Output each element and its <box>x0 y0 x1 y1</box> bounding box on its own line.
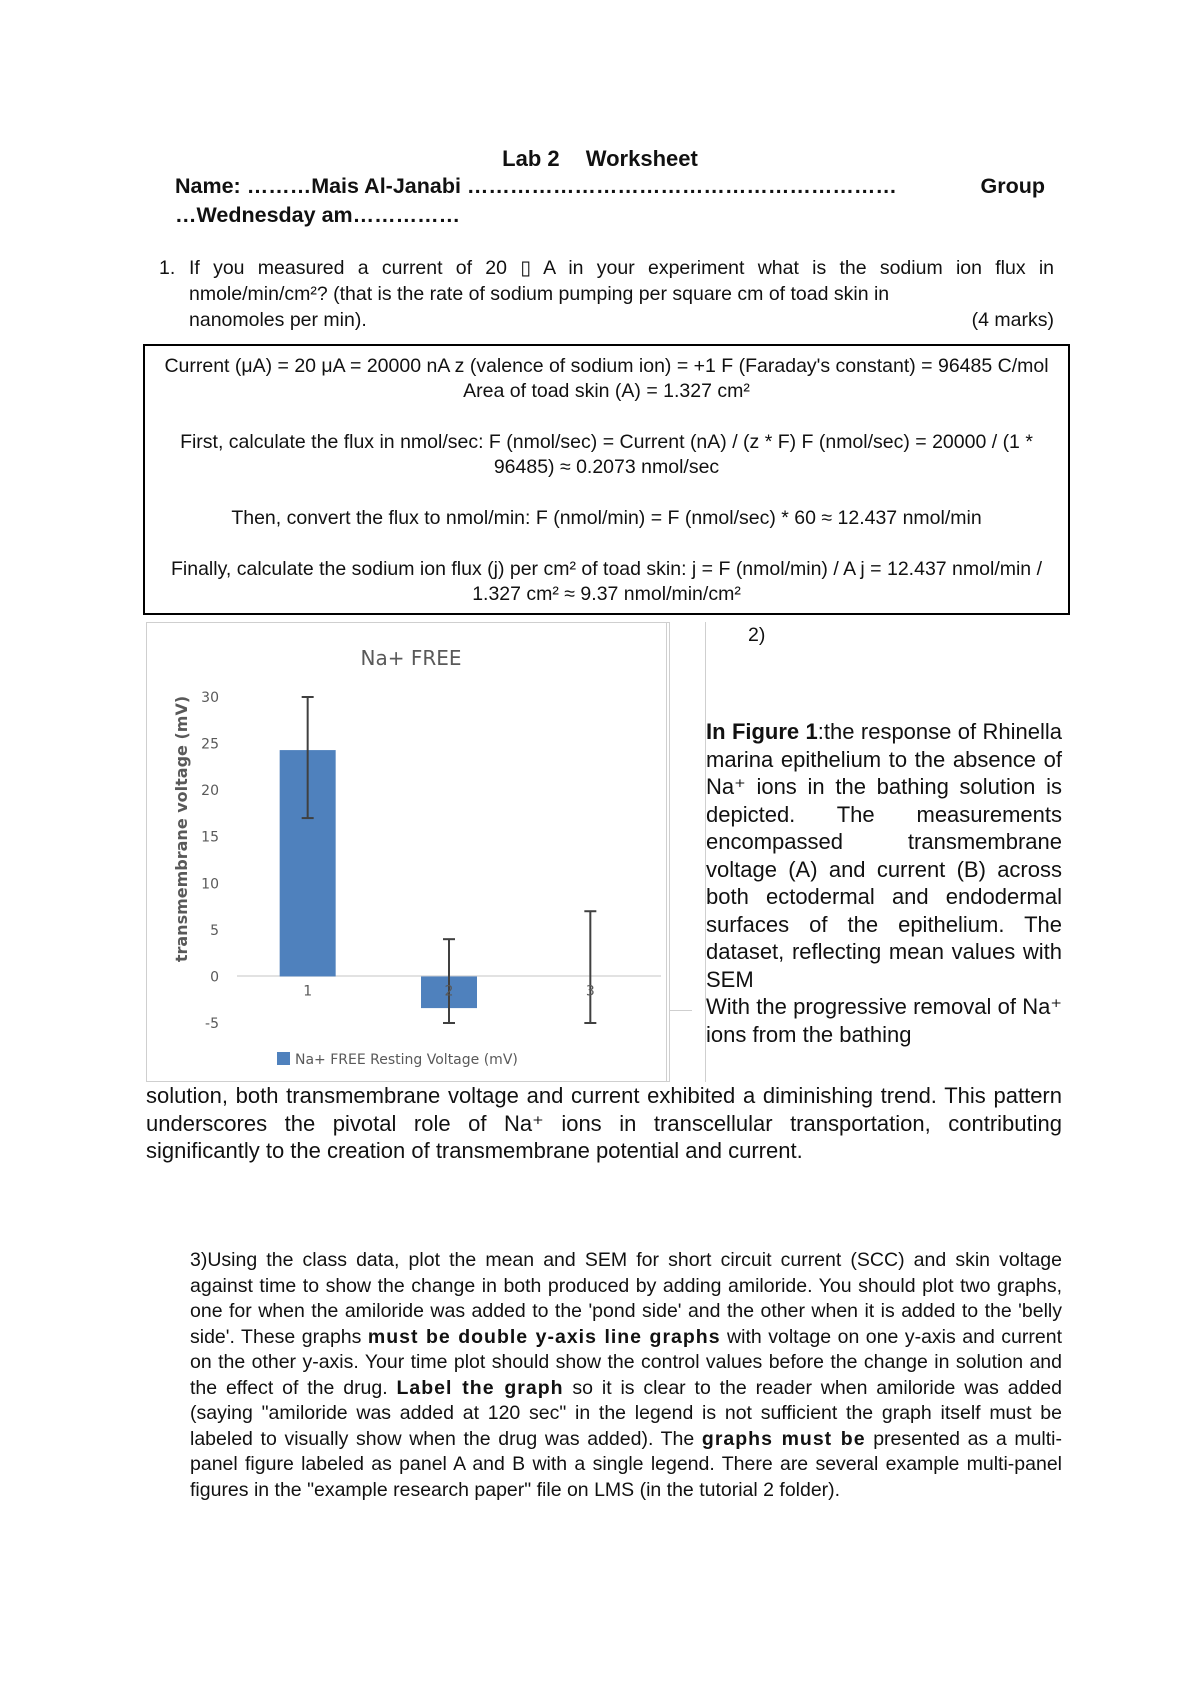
y-tick-label: 5 <box>210 922 219 939</box>
q3-text-4: presented as a multi-panel figure labeled as panel A and B with a single legend. There are several example multi-panel figures in the "example research paper" file on LMS (in the tutorial 2 folder). <box>190 1427 1062 1501</box>
y-tick-label: 30 <box>201 690 219 706</box>
name-line <box>175 174 1045 199</box>
answer-line-4: Finally, calculate the sodium ion flux (j) per cm² of toad skin: j = F (nmol/min) / A j = 12.437 nmol/min / 1.327 cm² ≈ 9.37 nmol/min/cm² <box>171 558 1042 605</box>
lab-label: Lab 2 <box>502 146 560 171</box>
y-tick-label: 20 <box>201 783 219 800</box>
legend-label: Na+ FREE Resting Voltage (mV) <box>295 1052 518 1068</box>
paragraph-2-continued: solution, both transmembrane voltage and current exhibited a diminishing trend. This pattern underscores the pivotal role of Na⁺ ions in transcellular transportation, contributing significantly to the creation of transmembrane potential and current. <box>146 1083 1062 1163</box>
group-label: Group <box>980 174 1045 198</box>
worksheet-label: Worksheet <box>585 146 698 171</box>
x-tick-label: 2 <box>444 983 454 1000</box>
y-tick-label: -5 <box>205 1016 219 1032</box>
answer-line-2: First, calculate the flux in nmol/sec: F (nmol/sec) = Current (nA) / (z * F) F (nmol/sec) = 20000 / (1 * 96485) ≈ 0.2073 nmol/sec <box>180 431 1033 478</box>
answer-line-3: Then, convert the flux to nmol/min: F (nmol/min) = F (nmol/sec) * 60 ≈ 12.437 nmol/min <box>231 507 982 529</box>
bar-chart <box>147 623 669 1081</box>
y-axis-label: transmembrane voltage (mV) <box>172 695 191 963</box>
question-1-text-end: nanomoles per min). <box>189 309 367 331</box>
chart-title: Na+ FREE <box>360 646 462 670</box>
figure-description <box>706 718 1062 1048</box>
question-3 <box>190 1248 1062 1503</box>
figure-label: In Figure 1 <box>706 719 818 744</box>
y-tick-label: 10 <box>201 876 219 893</box>
chart-side-panel <box>666 622 706 1082</box>
question-1-number: 1. <box>159 257 176 279</box>
question-1-marks: (4 marks) <box>971 309 1054 331</box>
student-name: Name: ………Mais Al-Janabi …………………………………………………… <box>175 174 897 198</box>
q3-text-3: so it is clear to the reader when amiloride was added (saying "amiloride was added at 120 sec" in the legend is not sufficient the graph itself must be labeled to visually show when the drug was added). The <box>190 1376 1062 1450</box>
x-tick-label: 1 <box>303 983 313 1000</box>
answer-box <box>143 344 1070 615</box>
y-tick-label: 25 <box>201 736 219 753</box>
page-title <box>0 146 1200 172</box>
question-1-text: If you measured a current of 20 ▯ A in your experiment what is the sodium ion flux in nmole/min/cm²? (that is the rate of sodium pumping per square cm of toad skin in <box>189 257 1054 305</box>
figure-caption: :the response of Rhinella marina epithelium to the absence of Na⁺ ions in the bathing solution is depicted. The measurements encompassed transmembrane voltage (A) and current (B) across both ectodermal and endodermal surfaces of the epithelium. The dataset, reflecting mean values with SEM <box>706 719 1062 992</box>
chart-connector <box>670 1010 692 1011</box>
q3-text-2: with voltage on one y-axis and current on the other y-axis. Your time plot should show the control values before the change in solution and the effect of the drug. <box>190 1325 1062 1399</box>
chart-frame <box>146 622 670 1082</box>
group-value: …Wednesday am…………… <box>175 203 461 227</box>
legend-swatch <box>277 1052 290 1065</box>
y-tick-label: 15 <box>201 829 219 846</box>
q3-bold-3: graphs must be <box>701 1427 866 1450</box>
answer-line-1: Current (μA) = 20 μA = 20000 nA z (valence of sodium ion) = +1 F (Faraday's constant) = 96485 C/mol Area of toad skin (A) = 1.327 cm² <box>164 355 1049 402</box>
question-1 <box>159 255 1054 333</box>
y-tick-label: 0 <box>210 969 219 986</box>
question-2-number: 2) <box>748 624 766 646</box>
q3-bold-1: must be double y-axis line graphs <box>367 1325 721 1348</box>
q3-bold-2: Label the graph <box>396 1376 564 1399</box>
x-tick-label: 3 <box>585 983 595 1000</box>
paragraph-2-start: With the progressive removal of Na⁺ ions from the bathing <box>706 994 1062 1047</box>
q3-text-1: 3)Using the class data, plot the mean and SEM for short circuit current (SCC) and skin voltage against time to show the change in both produced by adding amiloride. You should plot two graphs, one for when the amiloride was added to the 'pond side' and the other when it is added to the 'belly side'. These graphs <box>190 1249 1062 1348</box>
